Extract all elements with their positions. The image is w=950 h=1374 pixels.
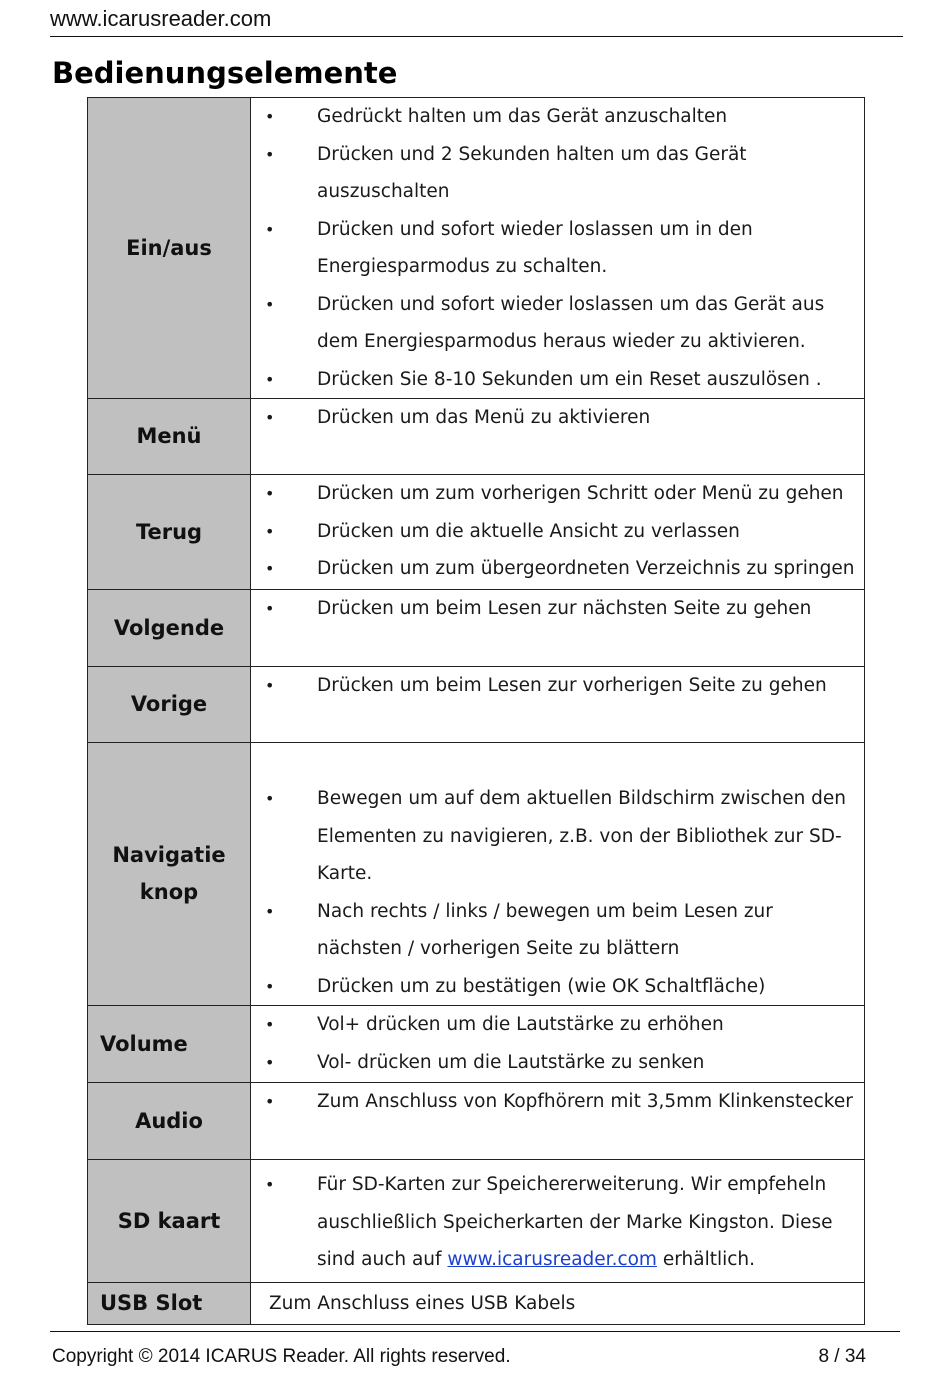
row-label <box>88 1283 251 1325</box>
footer-copyright: Copyright © 2014 ICARUS Reader. All rights reserved. <box>52 1346 511 1367</box>
sd-text-before: Für SD-Karten zur Speichererweiterung. Wir empfeheln auschließlich Speicherkarten der Marke Kingston. Diese sind auch auf <box>317 1174 833 1270</box>
row-label-text: Terug <box>135 519 203 544</box>
list-item: • Drücken um die aktuelle Ansicht zu verlassen <box>251 513 864 551</box>
row-label <box>88 475 251 590</box>
row-description <box>251 98 865 399</box>
header-divider <box>50 36 903 37</box>
sd-text-after: erhältlich. <box>656 1249 756 1270</box>
row-description <box>251 1160 865 1283</box>
list-item: • Drücken um beim Lesen zur vorherigen Seite zu gehen <box>251 667 864 705</box>
row-label-text: Ein/aus <box>126 235 212 260</box>
list-item <box>251 1166 864 1279</box>
list-item: • Nach rechts / links / bewegen um beim Lesen zur nächsten / vorherigen Seite zu blättern <box>251 893 864 968</box>
table-row-volgende <box>88 590 865 667</box>
page-title: Bedienungselemente <box>52 56 398 90</box>
list-item: • Drücken und 2 Sekunden halten um das Gerät auszuschalten <box>251 136 864 211</box>
list-item: • Drücken um das Menü zu aktivieren <box>251 399 864 437</box>
table-row-sd-kaart <box>88 1160 865 1283</box>
row-label-text: knop <box>139 880 199 904</box>
list-item: • Drücken Sie 8-10 Sekunden um ein Reset auszulösen . <box>251 361 864 399</box>
list-item: • Drücken um zum vorherigen Schritt oder Menü zu gehen <box>251 475 864 513</box>
list-item: • Zum Anschluss von Kopfhörern mit 3,5mm Klinkenstecker <box>251 1083 864 1121</box>
row-description <box>251 590 865 667</box>
row-label-text: USB Slot <box>100 1291 203 1315</box>
list-item: • Drücken um zu bestätigen (wie OK Schaltfläche) <box>251 968 864 1006</box>
row-label <box>88 1083 251 1160</box>
list-item: • Drücken und sofort wieder loslassen um das Gerät aus dem Energiesparmodus heraus wieder zu aktivieren. <box>251 286 864 361</box>
row-label-text: SD kaart <box>117 1208 221 1233</box>
row-description <box>251 743 865 1006</box>
row-label <box>88 1006 251 1083</box>
row-label-text: Audio <box>135 1108 203 1133</box>
icarus-website-link[interactable]: www.icarusreader.com <box>447 1249 657 1270</box>
list-item: • Drücken um zum übergeordneten Verzeichnis zu springen <box>251 550 864 588</box>
list-item: • Gedrückt halten um das Gerät anzuschalten <box>251 98 864 136</box>
list-item: • Vol+ drücken um die Lautstärke zu erhöhen <box>251 1006 864 1044</box>
table-row-terug <box>88 475 865 590</box>
row-description <box>251 475 865 590</box>
row-label <box>88 1160 251 1283</box>
row-label <box>88 743 251 1006</box>
page-number: 8 / 34 <box>818 1346 866 1367</box>
row-description <box>251 1283 865 1325</box>
row-description <box>251 667 865 743</box>
row-description <box>251 1083 865 1160</box>
row-label-text: Menü <box>136 424 202 448</box>
row-label <box>88 667 251 743</box>
table-row-ein-aus <box>88 98 865 399</box>
table-row-menu <box>88 399 865 475</box>
table-row-volume <box>88 1006 865 1083</box>
table-row-navigatie-knop <box>88 743 865 1006</box>
row-label-text: Volgende <box>113 615 225 640</box>
row-label-text: Vorige <box>130 692 208 716</box>
table-row-vorige <box>88 667 865 743</box>
row-label-text: Volume <box>100 1031 188 1056</box>
list-item: • Drücken um beim Lesen zur nächsten Seite zu gehen <box>251 590 864 628</box>
table-row-audio <box>88 1083 865 1160</box>
table-row-usb-slot <box>88 1283 865 1325</box>
row-description <box>251 399 865 475</box>
row-label <box>88 399 251 475</box>
list-item: • Drücken und sofort wieder loslassen um in den Energiesparmodus zu schalten. <box>251 211 864 286</box>
footer-divider <box>50 1331 900 1332</box>
row-label <box>88 590 251 667</box>
row-label <box>88 98 251 399</box>
controls-table <box>87 97 865 1325</box>
site-header-url: www.icarusreader.com <box>50 6 272 31</box>
list-item: • Bewegen um auf dem aktuellen Bildschirm zwischen den Elementen zu navigieren, z.B. von der Bibliothek zur SD-Karte. <box>251 780 864 893</box>
row-label-text: Navigatie <box>112 843 226 867</box>
row-description <box>251 1006 865 1083</box>
usb-description: Zum Anschluss eines USB Kabels <box>269 1292 576 1314</box>
list-item: • Vol- drücken um die Lautstärke zu senken <box>251 1044 864 1082</box>
